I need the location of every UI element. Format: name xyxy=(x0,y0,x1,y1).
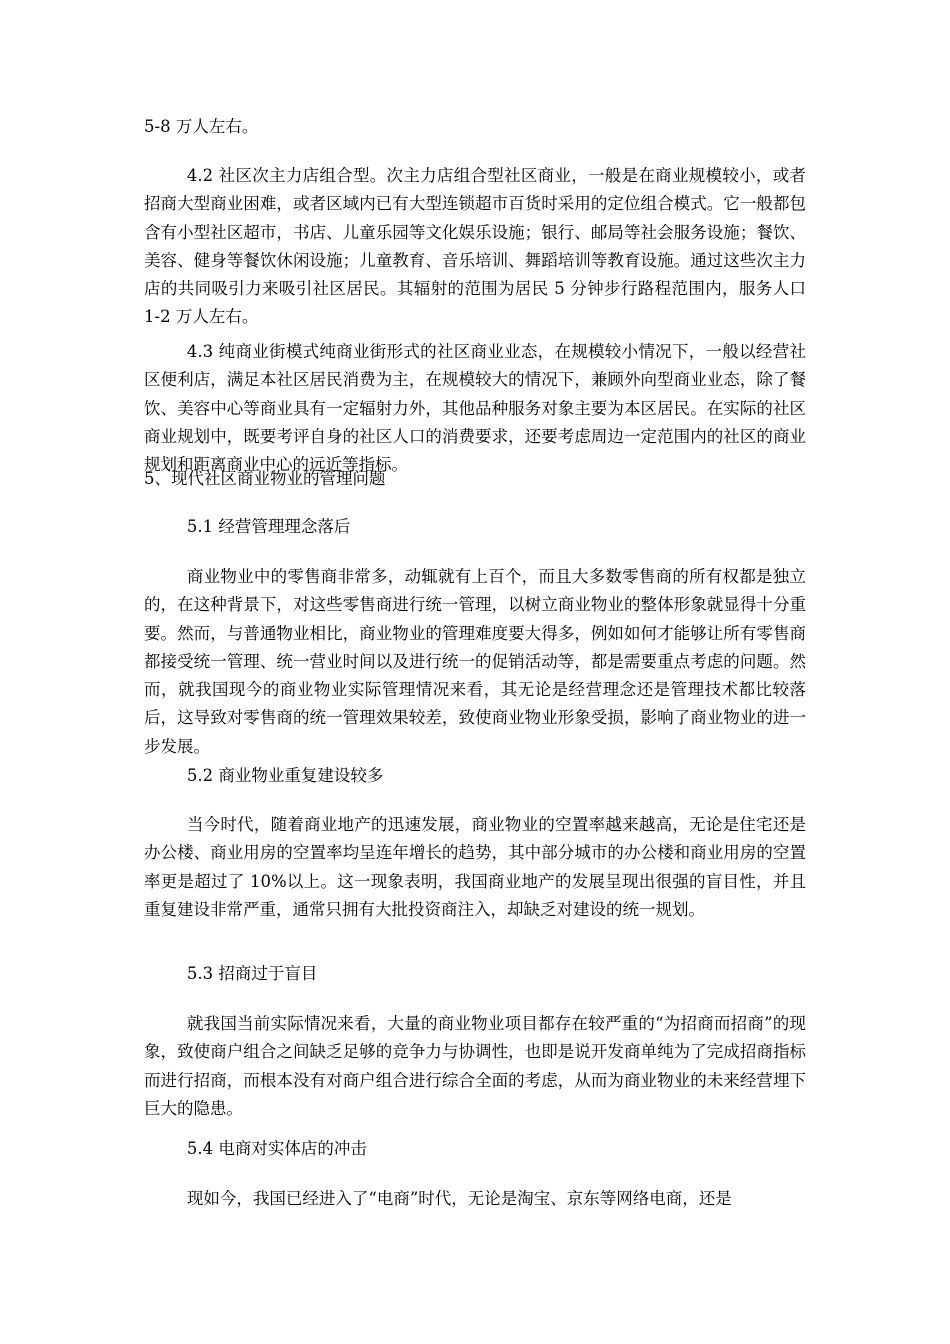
paragraph-4-3: 4.3 纯商业街模式纯商业街形式的社区商业业态，在规模较小情况下，一般以经营社区便利店，满足本社区居民消费为主，在规模较大的情况下，兼顾外向型商业业态，除了餐饮、美容中心等商业具有一定辐射力外，其他品种服务对象主要为本区居民。在实际的社区商业规划中，既要考评自身的社区人口的消费要求，还要考虑周边一定范围内的社区的商业规划和距离商业中心的远近等指标。 xyxy=(144,342,806,475)
paragraph-5-3: 就我国当前实际情况来看，大量的商业物业项目都存在较严重的“为招商而招商”的现象，致使商户组合之间缺乏足够的竞争力与协调性，也即是说开发商单纯为了完成招商指标而进行招商，而根本没有对商户组合进行综合全面的考虑，从而为商业物业的未来经营埋下巨大的隐患。 xyxy=(144,1014,806,1118)
section-heading-5: 5、现代社区商业物业的管理问题 xyxy=(144,469,386,488)
paragraph-5-1: 商业物业中的零售商非常多，动辄就有上百个，而且大多数零售商的所有权都是独立的，在这种背景下，对这些零售商进行统一管理，以树立商业物业的整体形象就显得十分重要。然而，与普通物业相比，商业物业的管理难度要大得多，例如如何才能够让所有零售商都接受统一管理、统一营业时间以及进行统一的促销活动等，都是需要重点考虑的问题。然而，就我国现今的商业物业实际管理情况来看，其无论是经营理念还是管理技术都比较落后，这导致对零售商的统一管理效果较差，致使商业物业形象受损，影响了商业物业的进一步发展。 xyxy=(144,567,806,756)
paragraph-5-2: 当今时代，随着商业地产的迅速发展，商业物业的空置率越来越高，无论是住宅还是办公楼、商业用房的空置率均呈连年增长的趋势，其中部分城市的办公楼和商业用房的空置率更是超过了 10%以上。这一现象表明，我国商业地产的发展呈现出很强的盲目性，并且重复建设非常严重，通常只拥有大批投资商注入，却缺乏对建设的统一规划。 xyxy=(144,815,806,919)
subheading-5-2: 5.2 商业物业重复建设较多 xyxy=(186,766,384,785)
paragraph-continuation: 5-8 万人左右。 xyxy=(144,117,259,136)
paragraph-4-2: 4.2 社区次主力店组合型。次主力店组合型社区商业，一般是在商业规模较小，或者招商大型商业困难，或者区域内已有大型连锁超市百货时采用的定位组合模式。它一般都包含有小型社区超市，书店、儿童乐园等文化娱乐设施；银行、邮局等社会服务设施；餐饮、美容、健身等餐饮休闲设施；儿童教育、音乐培训、舞蹈培训等教育设施。通过这些次主力店的共同吸引力来吸引社区居民。其辐射的范围为居民 5 分钟步行路程范围内，服务人口 1-2 万人左右。 xyxy=(144,166,806,327)
subheading-5-1: 5.1 经营管理理念落后 xyxy=(186,517,351,536)
subheading-5-3: 5.3 招商过于盲目 xyxy=(186,964,318,983)
paragraph-5-4: 现如今，我国已经进入了“电商”时代，无论是淘宝、京东等网络电商，还是 xyxy=(186,1189,732,1208)
subheading-5-4: 5.4 电商对实体店的冲击 xyxy=(186,1139,367,1158)
